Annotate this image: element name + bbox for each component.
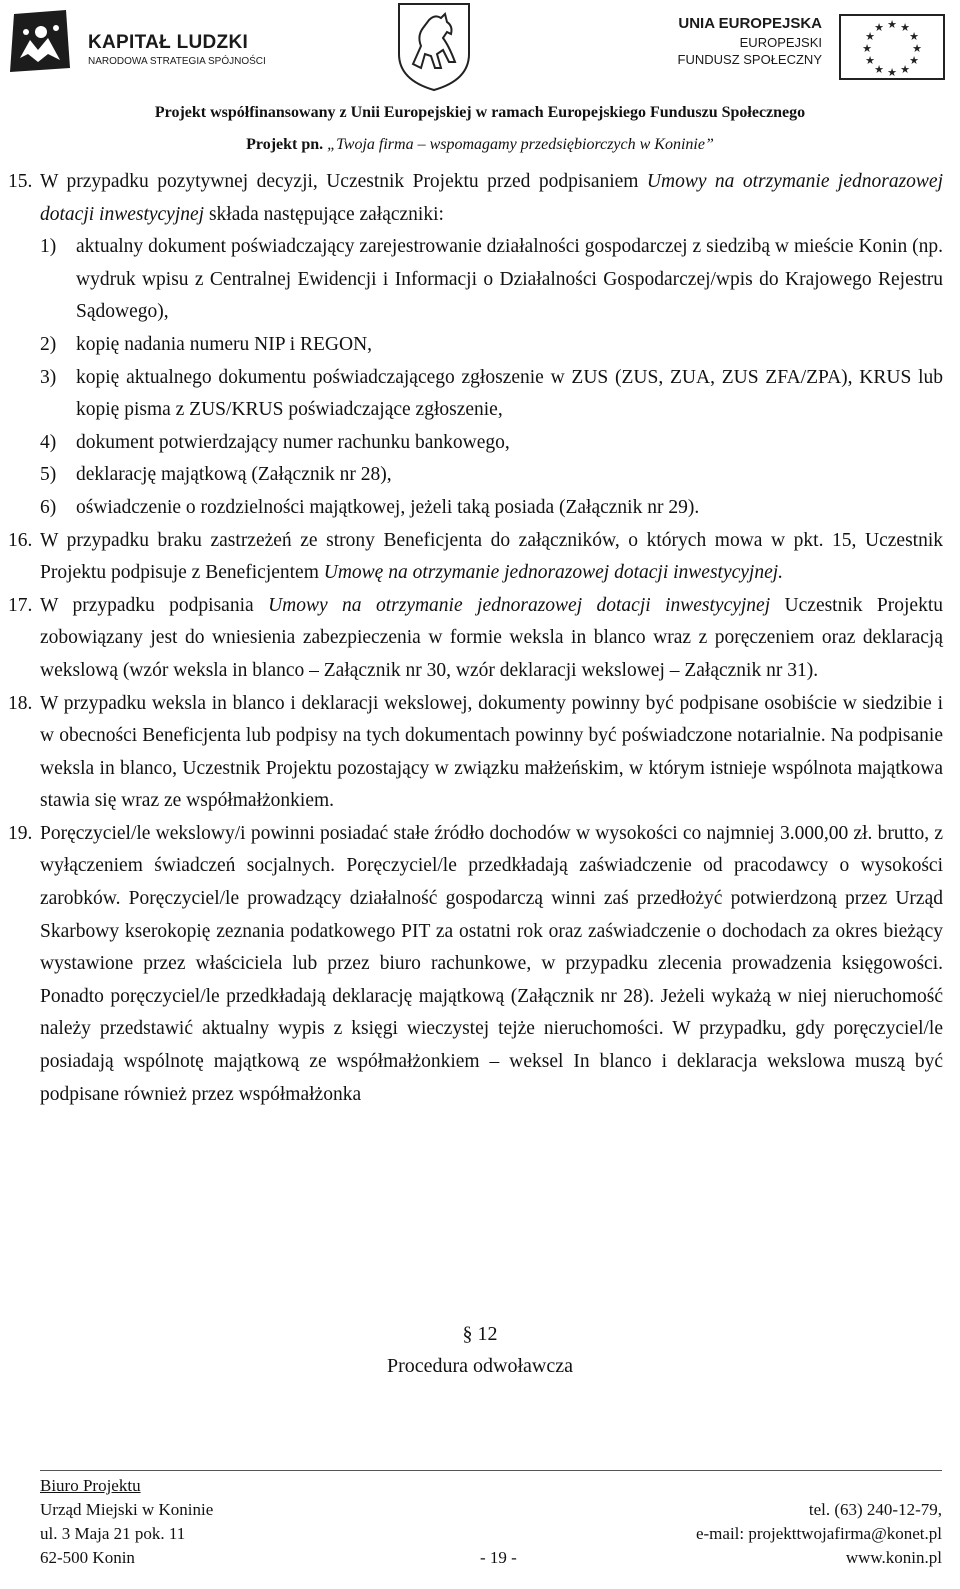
kapital-ludzki-subtitle: NARODOWA STRATEGIA SPÓJNOŚCI: [88, 56, 266, 67]
list-item-text: oświadczenie o rozdzielności majątkowej, jeżeli taką posiada (Załącznik nr 29).: [76, 496, 700, 518]
page-number: - 19 -: [480, 1548, 517, 1567]
eu-title: UNIA EUROPEJSKA: [678, 15, 822, 32]
paragraph-number: 15.: [8, 171, 33, 192]
svg-text:★: ★: [862, 42, 872, 55]
list-item: [8, 362, 943, 427]
kapital-ludzki-emblem-icon: [8, 10, 72, 72]
footer-email: e-mail: projekttwojafirma@konet.pl: [695, 1524, 942, 1543]
footer-website: www.konin.pl: [845, 1548, 942, 1567]
paragraph-text: W przypadku pozytywnej decyzji, Uczestnik Projektu przed podpisaniem: [40, 171, 647, 192]
footer-divider: [40, 1470, 942, 1471]
cofinancing-statement: Projekt współfinansowany z Unii Europejskiej w ramach Europejskiego Funduszu Społecznego: [154, 104, 806, 121]
agreement-title: Umowy na otrzymanie jednorazowej dotacji inwestycyjnej: [268, 594, 771, 616]
svg-text:★: ★: [909, 30, 919, 43]
list-item-number: 5): [40, 464, 57, 486]
paragraph-16: [8, 525, 943, 590]
page-header: [0, 0, 960, 160]
paragraph-19: [8, 818, 943, 1111]
project-name-line: [0, 136, 960, 154]
paragraph-number: 18.: [8, 692, 33, 714]
project-name-prefix: Projekt pn.: [246, 136, 324, 153]
list-item-number: 2): [40, 333, 57, 355]
paragraph-18: [8, 688, 943, 818]
eu-subtitle-2: FUNDUSZ SPOŁECZNY: [677, 52, 822, 67]
footer-city-hall: Urząd Miejski w Koninie: [40, 1500, 214, 1519]
list-item: [8, 492, 943, 525]
wielkopolska-crest-icon: [395, 2, 473, 92]
svg-text:★: ★: [912, 42, 922, 55]
eu-flag-icon: [839, 14, 945, 80]
eu-subtitle-1: EUROPEJSKI: [739, 35, 822, 50]
footer-phone: tel. (63) 240-12-79,: [808, 1500, 942, 1519]
paragraph-number: 19.: [8, 822, 33, 844]
eu-text-block: [678, 14, 822, 68]
paragraph-text: W przypadku weksla in blanco i deklaracji wekslowej, dokumenty powinny być podpisane osobiście w siedzibie i w obecności Beneficjenta lub podpisy na tych dokumentach powinny być poświadczone notarialnie. Na podpisanie weksla in blanco, Uczestnik Projektu pozostający w związku małżeńskim, w którym istnieje wspólnota majątkowa stawia się wraz ze współmałżonkiem.: [40, 692, 943, 812]
kapital-ludzki-title: KAPITAŁ LUDZKI: [88, 32, 249, 53]
paragraph-number: 16.: [8, 529, 33, 551]
section-title: Procedura odwoławcza: [386, 1355, 574, 1377]
paragraph-number: 17.: [8, 594, 33, 616]
list-item-text: aktualny dokument poświadczający zarejestrowanie działalności gospodarczej z siedzibą w mieście Konin (np. wydruk wpisu z Centralnej Ewidencji i Informacji o Działalności Gospodarczej/wpis do Krajowego Rejestru Sądowego),: [76, 236, 943, 323]
document-body: [8, 166, 943, 1111]
paragraph-text: W przypadku podpisania: [40, 594, 269, 616]
list-item-text: dokument potwierdzający numer rachunku bankowego,: [76, 431, 510, 453]
agreement-title: Umowy na otrzymanie jednorazowej dotacji inwestycyjnej: [40, 171, 943, 225]
project-name: „Twoja firma – wspomagamy przedsiębiorczych w Koninie”: [327, 136, 714, 153]
svg-text:★: ★: [900, 63, 910, 76]
list-item-number: 3): [40, 366, 57, 388]
list-item: [8, 231, 943, 329]
paragraph-text: W przypadku braku zastrzeżeń ze strony Beneficjenta do załączników, o których mowa w pkt. 15, Uczestnik Projektu podpisuje z Beneficjentem: [40, 529, 943, 584]
svg-text:★: ★: [909, 54, 919, 67]
footer-street: ul. 3 Maja 21 pok. 11: [40, 1524, 186, 1543]
svg-text:★: ★: [887, 18, 897, 31]
paragraph-text: Poręczyciel/le wekslowy/i powinni posiadać stałe źródło dochodów w wysokości co najmniej 3.000,00 zł. brutto, z wyłączeniem świadczeń socjalnych. Poręczyciel/le przedkładają zaświadczenie od pracodawcy o wysokości zarobków. Poręczyciel/le prowadzący działalność gospodarczą winni zaś przedłożyć potwierdzoną przez Urząd Skarbowy kserokopię zeznania podatkowego PIT za ostatni rok oraz zaświadczenie o dochodach za okres bieżący wystawione przez właściciela lub przez biuro rachunkowe, w przypadku zlecenia prowadzenia księgowości. Ponadto poręczyciel/le przedkładają deklarację majątkową (Załącznik nr 28). Jeżeli wykażą w niej nieruchomość należy przedstawić aktualny wypis z księgi wieczystej tejże nieruchomości. W przypadku, gdy poręczyciel/le posiadają wspólnotę majątkową ze współmałżonkiem – weksel In blanco i deklaracja wekslowa muszą być podpisane również przez współmałżonka: [40, 822, 943, 1105]
list-item-text: kopię aktualnego dokumentu poświadczającego zgłoszenie w ZUS (ZUS, ZUA, ZUS ZFA/ZPA), KRUS lub kopię pisma z ZUS/KRUS poświadczające zgłoszenie,: [76, 366, 943, 421]
footer-office: Biuro Projektu: [40, 1476, 141, 1495]
section-number: § 12: [462, 1323, 498, 1345]
svg-text:★: ★: [887, 66, 897, 79]
list-item: [8, 459, 943, 492]
list-item: [8, 329, 943, 362]
list-item-number: 1): [40, 236, 57, 258]
paragraph-15: [8, 166, 943, 231]
list-item-text: kopię nadania numeru NIP i REGON,: [76, 333, 373, 355]
list-item-text: deklarację majątkową (Załącznik nr 28),: [76, 464, 392, 486]
svg-text:★: ★: [874, 21, 884, 34]
svg-text:★: ★: [865, 54, 875, 67]
footer-postal: 62-500 Konin: [40, 1548, 135, 1567]
eu-logo: [660, 14, 950, 78]
paragraph-text: składa następujące załączniki:: [204, 203, 444, 225]
paragraph-text: Uczestnik Projektu zobowiązany jest do wniesienia zabezpieczenia w formie weksla in blanco wraz z poręczeniem oraz deklaracją wekslową (wzór weksla in blanco – Załącznik nr 30, wzór deklaracji wekslowej – Załącznik nr 31).: [40, 594, 944, 681]
list-item-number: 6): [40, 496, 57, 518]
kapital-ludzki-logo: [8, 10, 273, 72]
agreement-title: Umowę na otrzymanie jednorazowej dotacji inwestycyjnej.: [323, 562, 784, 584]
list-item: [8, 427, 943, 460]
svg-text:★: ★: [865, 30, 875, 43]
svg-text:★: ★: [874, 63, 884, 76]
paragraph-17: [8, 590, 943, 688]
svg-text:★: ★: [900, 21, 910, 34]
list-item-number: 4): [40, 431, 57, 453]
